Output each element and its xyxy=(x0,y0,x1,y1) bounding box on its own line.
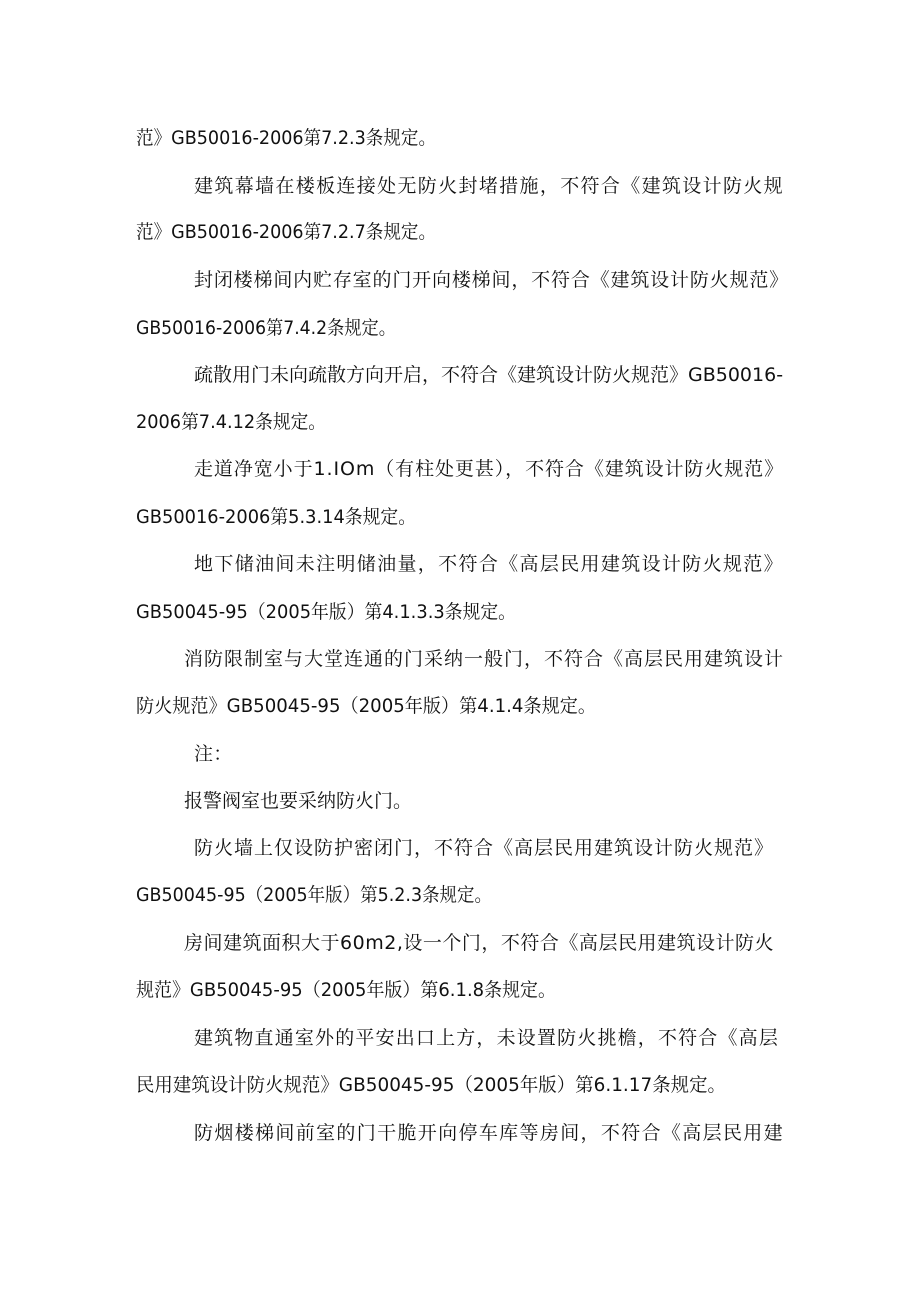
text-line: 消防限制室与大堂连通的门采纳一般门，不符合《高层民用建筑设计 xyxy=(184,648,784,670)
text-line: 建筑物直通室外的平安出口上方，未设置防火挑檐，不符合《高层 xyxy=(194,1027,779,1049)
text-line: 防烟楼梯间前室的门干脆开向停车库等房间，不符合《高层民用建 xyxy=(194,1122,784,1144)
text-line: 民用建筑设计防火规范》GB50045-95（2005年版）第6.1.17条规定。 xyxy=(136,1074,726,1096)
text-line: 封闭楼梯间内贮存室的门开向楼梯间，不符合《建筑设计防火规范》 xyxy=(194,269,789,291)
text-line: 走道净宽小于1.IOm（有柱处更甚），不符合《建筑设计防火规范》 xyxy=(194,458,784,480)
text-line: 建筑幕墙在楼板连接处无防火封堵措施，不符合《建筑设计防火规 xyxy=(194,175,784,197)
text-line: 地下储油间未注明储油量，不符合《高层民用建筑设计防火规范》 xyxy=(194,553,784,575)
text-line: 报警阀室也要采纳防火门。 xyxy=(184,790,413,812)
text-line: GB50016-2006第7.4.2条规定。 xyxy=(136,317,396,339)
text-line: 2006第7.4.12条规定。 xyxy=(136,411,326,433)
text-line: 规范》GB50045-95（2005年版）第6.1.8条规定。 xyxy=(136,979,556,1001)
text-line: GB50016-2006第5.3.14条规定。 xyxy=(136,506,416,528)
text-line: 防火规范》GB50045-95（2005年版）第4.1.4条规定。 xyxy=(136,695,596,717)
text-line: 范》GB50016-2006第7.2.7条规定。 xyxy=(136,221,436,243)
text-line: 疏散用门未向疏散方向开启，不符合《建筑设计防火规范》GB50016- xyxy=(194,364,784,386)
note-label: 注： xyxy=(194,743,233,765)
text-line: 防火墙上仅设防护密闭门，不符合《高层民用建筑设计防火规范》 xyxy=(194,837,774,859)
text-line: 范》GB50016-2006第7.2.3条规定。 xyxy=(136,127,436,149)
text-line: GB50045-95（2005年版）第4.1.3.3条规定。 xyxy=(136,601,516,623)
text-line: 房间建筑面积大于60m2,设一个门，不符合《高层民用建筑设计防火 xyxy=(184,932,774,954)
text-line: GB50045-95（2005年版）第5.2.3条规定。 xyxy=(136,884,492,906)
